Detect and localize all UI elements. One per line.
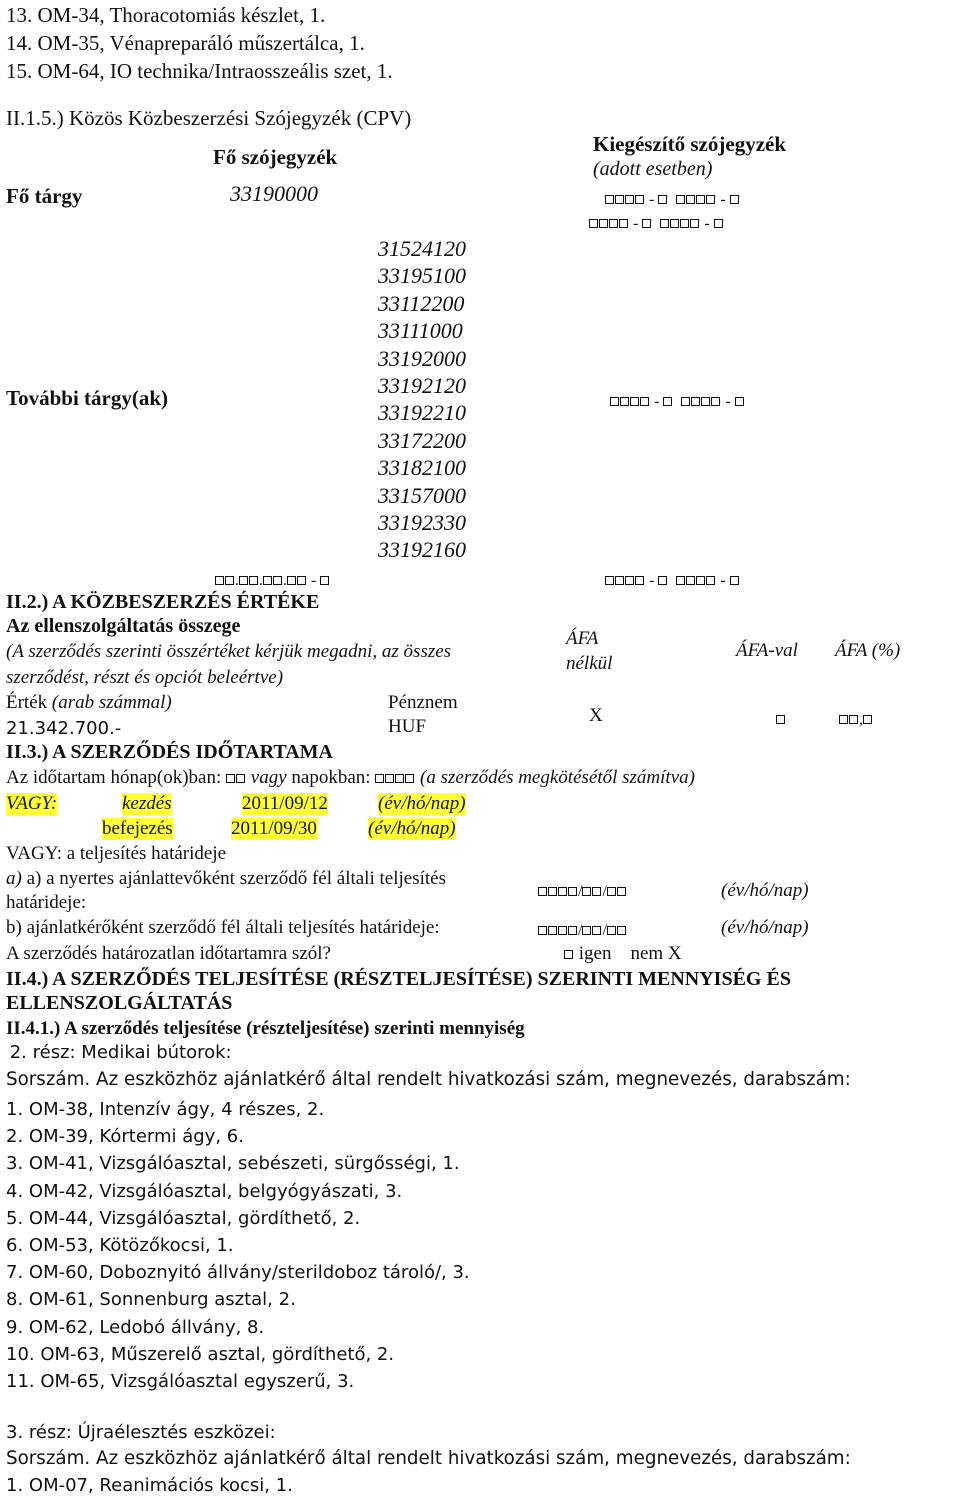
vat-with-checkbox[interactable] [776, 711, 786, 729]
intro-item: 14. OM-35, Vénapreparáló műszertálca, 1. [6, 31, 365, 55]
main-vocab-label: Fő szójegyzék [213, 145, 338, 169]
duration-heading: II.3.) A SZERZŐDÉS IDŐTARTAMA [6, 741, 333, 763]
cpv-code: 33112200 [378, 290, 465, 316]
duration-days-text: napokban: [291, 767, 371, 788]
vat-without-mark: X [589, 705, 603, 726]
value-heading: II.2.) A KÖZBESZERZÉS ÉRTÉKE [6, 591, 320, 613]
end-date-format: (év/hó/nap) [368, 818, 456, 839]
vat-without-label: ÁFA [566, 628, 599, 649]
list-item: 1. OM-38, Intenzív ágy, 4 részes, 2. [6, 1099, 325, 1120]
list-item: 2. OM-39, Kórtermi ágy, 6. [6, 1126, 244, 1148]
cpv-code: 33182100 [378, 455, 466, 481]
deadline-b-boxes: / / [538, 922, 627, 940]
value-note: (A szerződés szerinti összértéket kérjük megadni, az összes [6, 641, 452, 662]
cpv-code: 33192120 [378, 373, 466, 399]
main-object-code: 33190000 [230, 181, 318, 206]
contract-value: 21.342.700.- [6, 718, 122, 739]
supp-code-boxes: - - [589, 215, 724, 233]
part3-title: 3. rész: Újraélesztés eszközei: [6, 1422, 276, 1443]
vat-percent-boxes: , [839, 711, 873, 729]
quantity-subheading: II.4.1.) A szerződés teljesítése (részteljesítése) szerinti mennyiség [6, 1018, 525, 1039]
cpv-code: 33192000 [378, 345, 466, 371]
cpv-code: 31524120 [378, 236, 466, 261]
no-label: nem X [630, 943, 682, 964]
supp-vocab-label: Kiegészítő szójegyzék [593, 132, 787, 156]
value-note: szerződést, részt és opciót beleértve) [6, 667, 284, 688]
supp-code-boxes: - - [610, 393, 745, 411]
value-label-text: Érték [6, 692, 48, 713]
deadline-b-line: b) ajánlatkérőként szerződő fél általi teljesítés határideje: [6, 917, 440, 938]
sorszam-line: Sorszám. Az eszközhöz ajánlatkérő által rendelt hivatkozási szám, megnevezés, darabszám: [6, 1448, 851, 1469]
value-label [6, 692, 172, 714]
duration-or-text: vagy [250, 767, 287, 788]
main-object-label: Fő tárgy [6, 184, 83, 208]
duration-months-text: Az időtartam hónap(ok)ban: [6, 767, 222, 788]
cpv-code: 33195100 [378, 263, 466, 289]
list-item: 6. OM-53, Kötözőkocsi, 1. [6, 1235, 234, 1257]
cpv-code: 33192160 [378, 537, 466, 563]
start-date-format: (év/hó/nap) [378, 793, 466, 814]
indefinite-options [564, 943, 682, 965]
list-item: 9. OM-62, Ledobó állvány, 8. [6, 1316, 265, 1338]
list-item: 10. OM-63, Műszerelő asztal, gördíthető, 2. [6, 1343, 395, 1365]
cpv-heading: II.1.5.) Közös Közbeszerzési Szójegyzék (CPV) [6, 106, 412, 130]
quantity-heading: ELLENSZOLGÁLTATÁS [6, 992, 233, 1014]
deadline-a-format: (év/hó/nap) [721, 880, 809, 901]
supp-code-boxes: - - [605, 572, 740, 590]
list-item: 1. OM-07, Reanimációs kocsi, 1. [6, 1475, 293, 1496]
list-item: 8. OM-61, Sonnenburg asztal, 2. [6, 1289, 296, 1311]
start-label: kezdés [122, 793, 172, 814]
cpv-code: 33111000 [378, 318, 463, 344]
duration-months-line [6, 767, 695, 789]
cpv-code: 33192330 [378, 510, 466, 536]
additional-objects-label: További tárgy(ak) [6, 386, 169, 410]
supp-vocab-note: (adott esetben) [593, 158, 713, 180]
quantity-heading: II.4.) A SZERZŐDÉS TELJESÍTÉSE (RÉSZTELJESÍTÉSE) SZERINTI MENNYISÉG ÉS [6, 968, 791, 990]
intro-item: 13. OM-34, Thoracotomiás készlet, 1. [6, 3, 326, 27]
list-item: 7. OM-60, Doboznyitó állvány/sterildoboz tároló/, 3. [6, 1262, 470, 1284]
value-subheading: Az ellenszolgáltatás összege [6, 615, 241, 637]
list-item: 3. OM-41, Vizsgálóasztal, sebészeti, sürgősségi, 1. [6, 1153, 460, 1175]
value-label-note: (arab számmal) [51, 692, 172, 713]
yes-checkbox[interactable] [564, 950, 573, 959]
cpv-code-boxes: . . . - [215, 572, 330, 590]
part2-items [6, 1096, 470, 1395]
intro-item: 15. OM-64, IO technika/Intraosszeális szet, 1. [6, 59, 393, 83]
list-item: 5. OM-44, Vizsgálóasztal, gördíthető, 2. [6, 1207, 361, 1229]
deadline-a-line1: a) a) a nyertes ajánlattevőként szerződő fél általi teljesítés [6, 868, 446, 889]
end-date: 2011/09/30 [231, 818, 317, 839]
start-date: 2011/09/12 [242, 793, 328, 814]
yes-label: igen [578, 943, 612, 964]
vat-with-label: ÁFA-val [736, 640, 798, 661]
list-item: 11. OM-65, Vizsgálóasztal egyszerű, 3. [6, 1371, 355, 1393]
deadline-a-line2: határideje: [6, 892, 87, 913]
end-label: befejezés [102, 818, 173, 839]
cpv-code: 33172200 [378, 427, 466, 453]
vat-percent-label: ÁFA (%) [835, 640, 901, 661]
deadline-a-text: a) a nyertes ajánlattevőként szerződő fél általi teljesítés [26, 868, 446, 889]
duration-note: (a szerződés megkötésétől számítva) [420, 767, 695, 788]
or-deadline: VAGY: a teljesítés határideje [6, 843, 227, 864]
or-label: VAGY: [6, 793, 58, 814]
part2-title: 2. rész: Medikai bútorok: [4, 1042, 232, 1063]
indefinite-question: A szerződés határozatlan időtartamra szól? [6, 943, 331, 964]
cpv-code: 33192210 [378, 400, 466, 426]
deadline-b-format: (év/hó/nap) [721, 917, 809, 938]
list-item: 4. OM-42, Vizsgálóasztal, belgyógyászati, 3. [6, 1180, 403, 1202]
currency-label: Pénznem [388, 692, 458, 713]
additional-codes-list [378, 235, 466, 564]
currency-value: HUF [388, 716, 427, 737]
supp-code-boxes: - - [605, 191, 740, 209]
sorszam-line: Sorszám. Az eszközhöz ajánlatkérő által rendelt hivatkozási szám, megnevezés, darabszám: [6, 1069, 851, 1090]
vat-without-label: nélkül [566, 653, 613, 674]
cpv-code: 33157000 [378, 482, 466, 508]
deadline-a-boxes: / / [538, 883, 627, 901]
